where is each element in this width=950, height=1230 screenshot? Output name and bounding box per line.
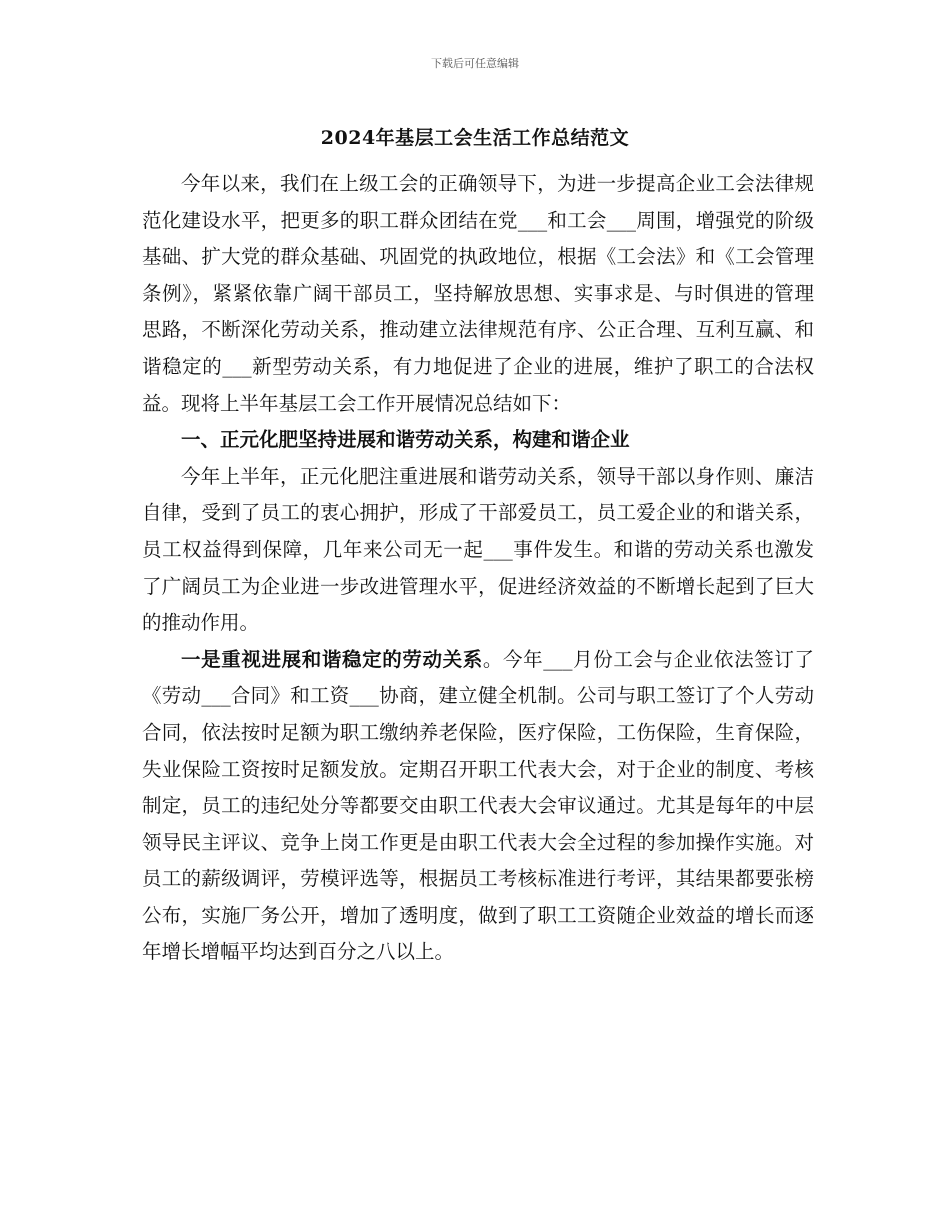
- paragraph-point-1: [142, 642, 814, 971]
- point-1-lead: 一是重视进展和谐稳定的劳动关系: [181, 647, 483, 671]
- page-title: 2024年基层工会生活工作总结范文: [320, 127, 630, 149]
- header-note: 下载后可任意编辑: [431, 57, 519, 70]
- paragraph-section-1: 今年上半年，正元化肥注重进展和谐劳动关系，领导干部以身作则、廉洁自律，受到了员工的衷心拥护，形成了干部爱员工，员工爱企业的和谐关系，员工权益得到保障，几年来公司无一起___事件发生。和谐的劳动关系也激发了广阔员工为企业进一步改进管理水平，促进经济效益的不断增长起到了巨大的推动作用。: [142, 464, 814, 635]
- document-body: [142, 166, 814, 971]
- section-heading-1: 一、正元化肥坚持进展和谐劳动关系，构建和谐企业: [181, 428, 630, 452]
- paragraph-intro: 今年以来，我们在上级工会的正确领导下，为进一步提高企业工会法律规范化建设水平，把更多的职工群众团结在党___和工会___周围，增强党的阶级基础、扩大党的群众基础、巩固党的执政地位，根据《工会法》和《工会管理条例》，紧紧依靠广阔干部员工，坚持解放思想、实事求是、与时俱进的管理思路，不断深化劳动关系，推动建立法律规范有序、公正合理、互利互赢、和谐稳定的___新型劳动关系，有力地促进了企业的进展，维护了职工的合法权益。现将上半年基层工会工作开展情况总结如下：: [142, 172, 814, 415]
- point-1-text: 。今年___月份工会与企业依法签订了《劳动___合同》和工资___协商，建立健全机制。公司与职工签订了个人劳动合同，依法按时足额为职工缴纳养老保险，医疗保险，工伤保险，生育保险，失业保险工资按时足额发放。定期召开职工代表大会，对于企业的制度、考核制定，员工的违纪处分等都要交由职工代表大会审议通过。尤其是每年的中层领导民主评议、竞争上岗工作更是由职工代表大会全过程的参加操作实施。对员工的薪级调评，劳模评选等，根据员工考核标准进行考评，其结果都要张榜公布，实施厂务公开，增加了透明度，做到了职工工资随企业效益的增长而逐年增长增幅平均达到百分之八以上。: [142, 647, 814, 964]
